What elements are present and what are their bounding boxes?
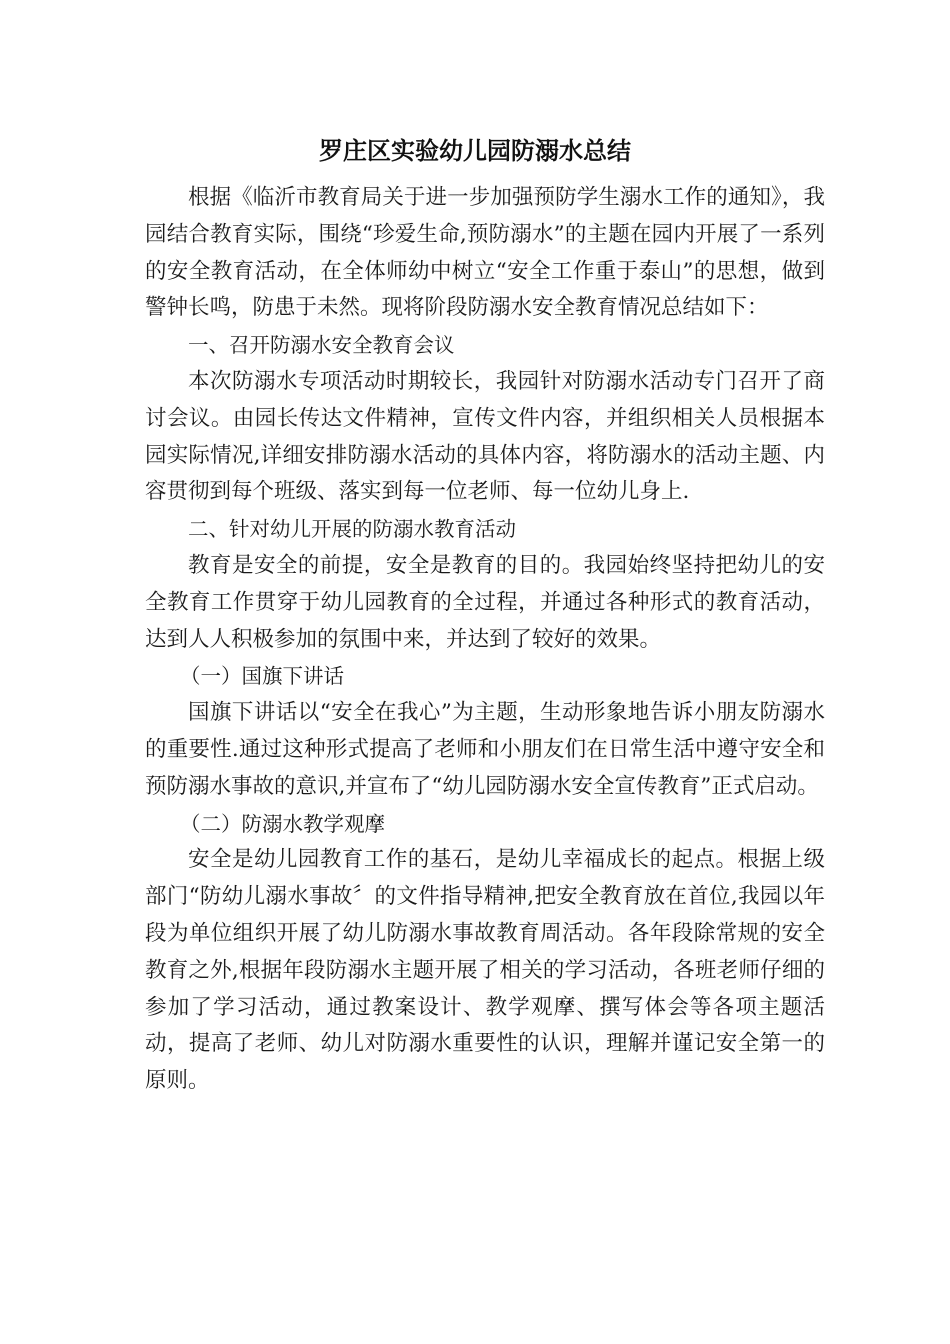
subsection-2-paragraph: 安全是幼儿园教育工作的基石，是幼儿幸福成长的起点。根据上级部门“防幼儿溺水事故〞的文件指导精神,把安全教育放在首位,我园以年段为单位组织开展了幼儿防溺水事故教育周活动。各年段除常规的安全教育之外,根据年段防溺水主题开展了相关的学习活动，各班老师仔细的参加了学习活动，通过教案设计、教学观摩、撰写体会等各项主题活动，提高了老师、幼儿对防溺水重要性的认识，理解并谨记安全第一的原则。 [145,847,825,1094]
subsection-1-heading: （一）国旗下讲话 [180,664,344,689]
section-1-heading: 一、召开防溺水安全教育会议 [188,333,455,358]
subsection-2-heading: （二）防溺水教学观摩 [180,811,385,836]
document-title: 罗庄区实验幼儿园防溺水总结 [319,137,631,165]
section-2-paragraph: 教育是安全的前提，安全是教育的目的。我园始终坚持把幼儿的安全教育工作贯穿于幼儿园教育的全过程，并通过各种形式的教育活动，达到人人积极参加的氛围中来，并达到了较好的效果。 [145,552,825,652]
intro-paragraph: 根据《临沂市教育局关于进一步加强预防学生溺水工作的通知》，我园结合教育实际，围绕“珍爱生命,预防溺水”的主题在园内开展了一系列的安全教育活动，在全体师幼中树立“安全工作重于泰山”的思想，做到警钟长鸣，防患于未然。现将阶段防溺水安全教育情况总结如下： [145,185,825,321]
subsection-1-paragraph: 国旗下讲话以“安全在我心”为主题，生动形象地告诉小朋友防溺水的重要性.通过这种形式提高了老师和小朋友们在日常生活中遵守安全和预防溺水事故的意识,并宣布了“幼儿园防溺水安全宣传教育”正式启动。 [145,700,825,799]
section-1-paragraph: 本次防溺水专项活动时期较长，我园针对防溺水活动专门召开了商讨会议。由园长传达文件精神，宣传文件内容，并组织相关人员根据本园实际情况,详细安排防溺水活动的具体内容，将防溺水的活动主题、内容贯彻到每个班级、落实到每一位老师、每一位幼儿身上. [145,368,825,505]
section-2-heading: 二、针对幼儿开展的防溺水教育活动 [188,517,516,542]
document-body [145,180,825,1100]
